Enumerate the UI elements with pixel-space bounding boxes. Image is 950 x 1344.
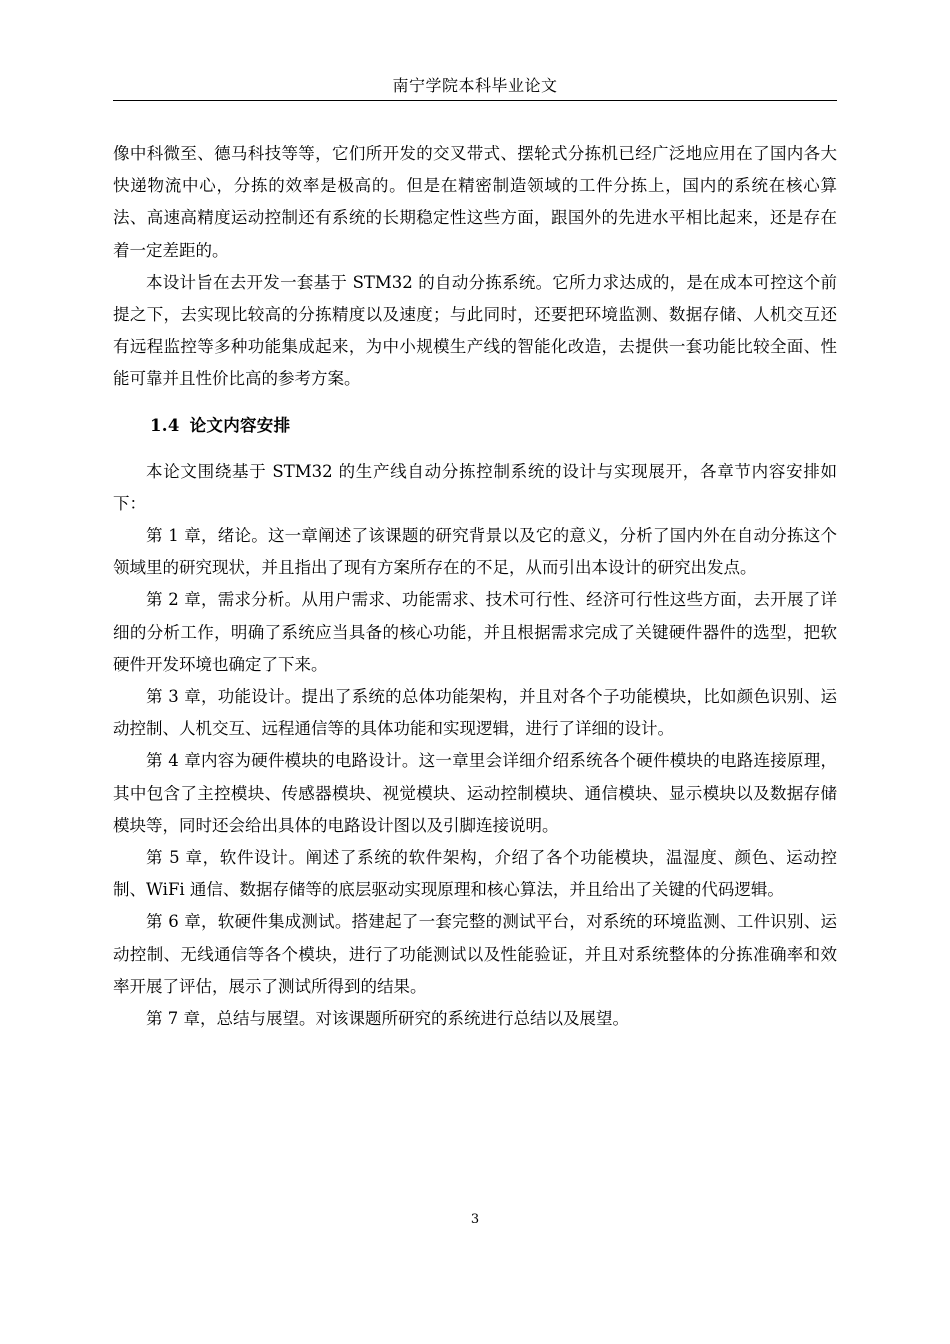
page-number: 3 <box>470 1212 480 1227</box>
paragraph-design-goal: 本设计旨在去开发一套基于 STM32 的自动分拣系统。它所力求达成的，是在成本可控这个前提之下，去实现比较高的分拣精度以及速度；与此同时，还要把环境监测、数据存储、人机交互还有远程监控等多种功能集成起来，为中小规模生产线的智能化改造，去提供一套功能比较全面、性能可靠并且性价比高的参考方案。 <box>113 272 837 389</box>
section-number: 1.4 <box>150 415 180 435</box>
paragraph-continuation: 像中科微至、德马科技等等，它们所开发的交叉带式、摆轮式分拣机已经广泛地应用在了国内各大快递物流中心，分拣的效率是极高的。但是在精密制造领域的工件分拣上，国内的系统在核心算法、高速高精度运动控制还有系统的长期稳定性这些方面，跟国外的先进水平相比起来，还是存在着一定差距的。 <box>113 144 837 260</box>
paragraph-chapter-6: 第 6 章，软硬件集成测试。搭建起了一套完整的测试平台，对系统的环境监测、工件识别、运动控制、无线通信等各个模块，进行了功能测试以及性能验证，并且对系统整体的分拣准确率和效率开展了评估，展示了测试所得到的结果。 <box>113 912 837 996</box>
paragraph-chapter-5: 第 5 章，软件设计。阐述了系统的软件架构，介绍了各个功能模块，温湿度、颜色、运动控制、WiFi 通信、数据存储等的底层驱动实现原理和核心算法，并且给出了关键的代码逻辑。 <box>113 848 837 900</box>
paragraph-intro: 本论文围绕基于 STM32 的生产线自动分拣控制系统的设计与实现展开，各章节内容安排如下： <box>113 461 837 513</box>
running-header: 南宁学院本科毕业论文 <box>392 76 558 95</box>
body-text <box>113 138 837 1035</box>
paragraph-chapter-3: 第 3 章，功能设计。提出了系统的总体功能架构，并且对各个子功能模块，比如颜色识别、运动控制、人机交互、远程通信等的具体功能和实现逻辑，进行了详细的设计。 <box>113 687 837 739</box>
section-heading <box>113 410 837 442</box>
paragraph-chapter-7: 第 7 章，总结与展望。对该课题所研究的系统进行总结以及展望。 <box>146 1009 629 1029</box>
paragraph-chapter-4: 第 4 章内容为硬件模块的电路设计。这一章里会详细介绍系统各个硬件模块的电路连接原理，其中包含了主控模块、传感器模块、视觉模块、运动控制模块、通信模块、显示模块以及数据存储模块等，同时还会给出具体的电路设计图以及引脚连接说明。 <box>113 751 837 835</box>
paragraph-chapter-2: 第 2 章，需求分析。从用户需求、功能需求、技术可行性、经济可行性这些方面，去开展了详细的分析工作，明确了系统应当具备的核心功能，并且根据需求完成了关键硬件器件的选型，把软硬件开发环境也确定了下来。 <box>113 590 837 674</box>
paragraph-chapter-1: 第 1 章，绪论。这一章阐述了该课题的研究背景以及它的意义，分析了国内外在自动分拣这个领域里的研究现状，并且指出了现有方案所存在的不足，从而引出本设计的研究出发点。 <box>113 526 837 578</box>
section-title: 论文内容安排 <box>189 415 291 435</box>
header-rule <box>113 100 837 101</box>
